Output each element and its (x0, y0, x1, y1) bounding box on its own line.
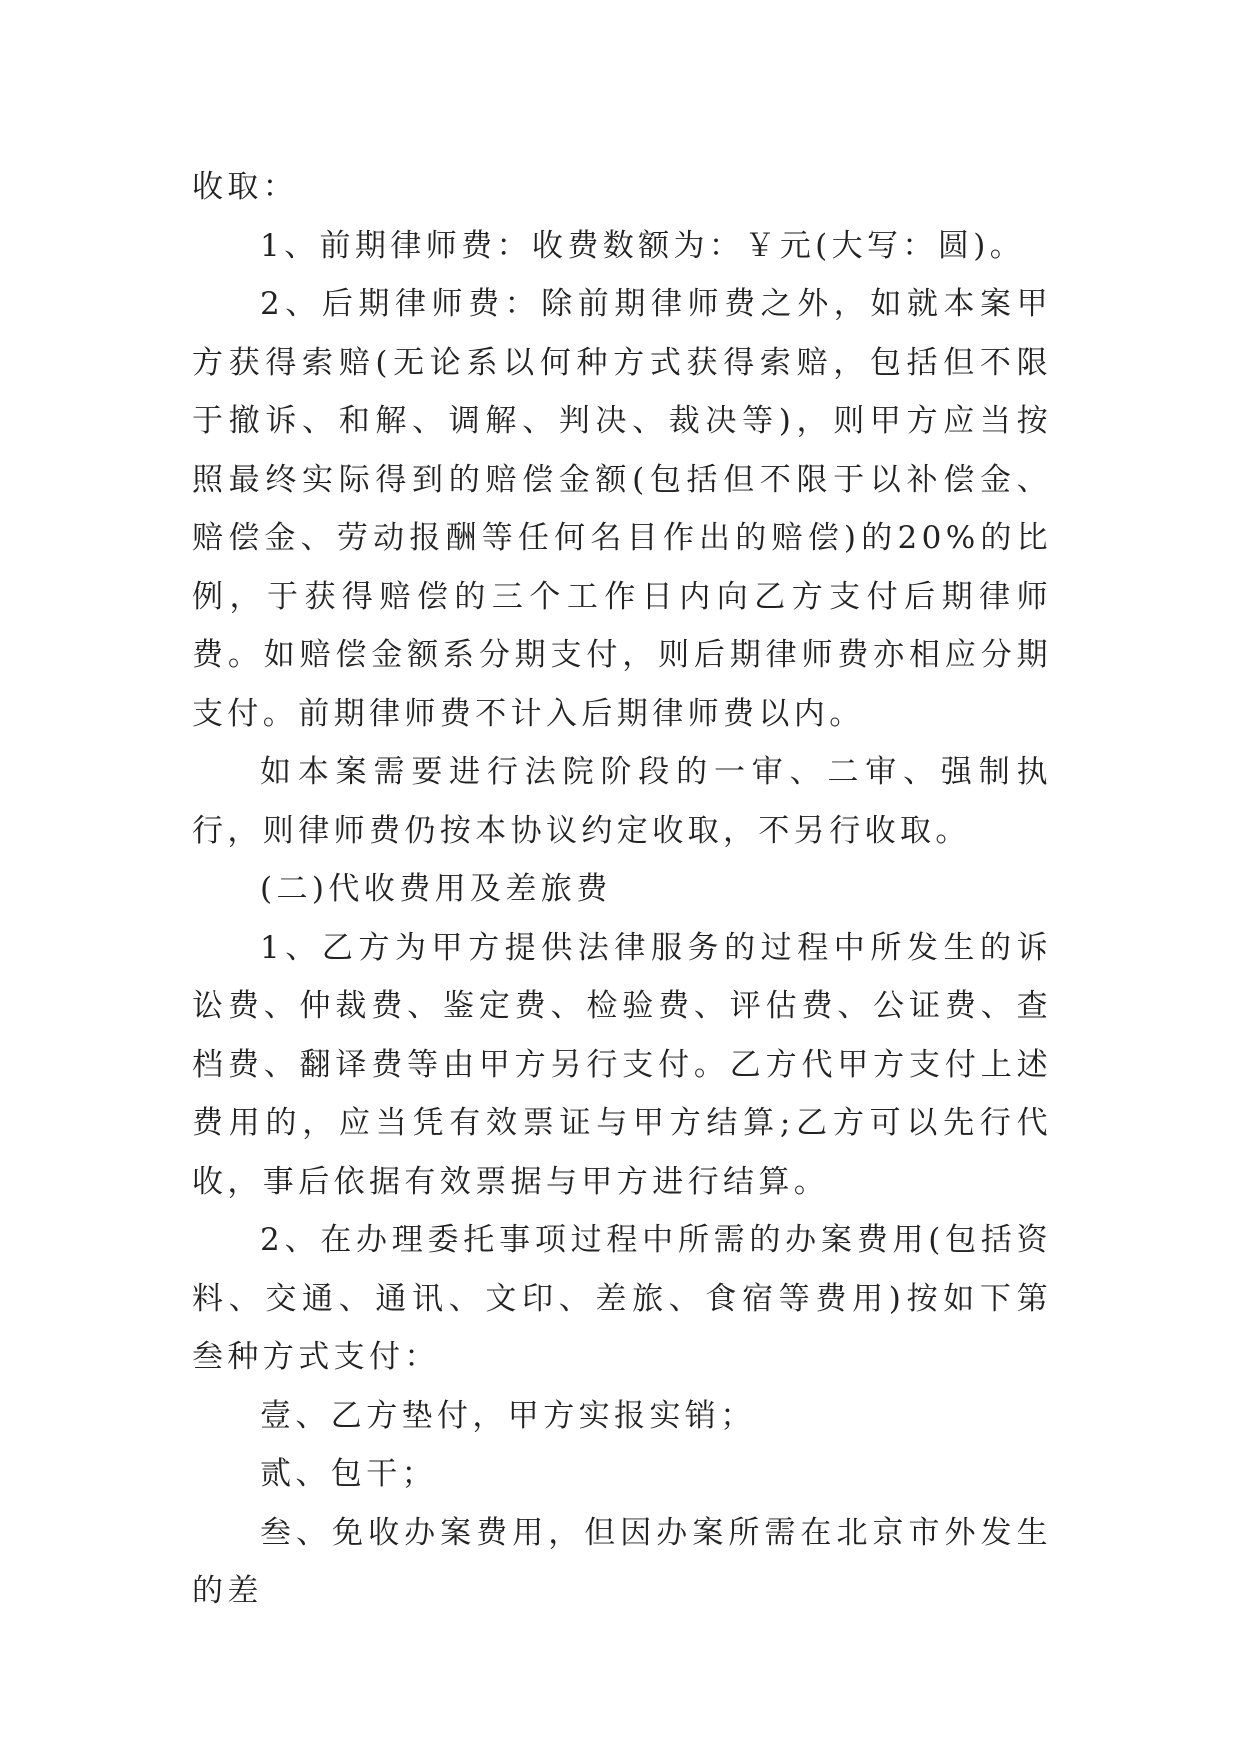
paragraph-collect-intro: 收取： (192, 169, 299, 205)
option-three: 叁、免收办案费用，但因办案所需在北京市外发生的差 (192, 1514, 1052, 1609)
paragraph-initial-fee: 1、前期律师费：收费数额为：￥元(大写：圆)。 (260, 227, 1026, 264)
paragraph-case-expenses: 2、在办理委托事项过程中所需的办案费用(包括资料、交通、通讯、文印、差旅、食宿等费用)按如下第叁种方式支付： (192, 1222, 1052, 1375)
document-page (192, 158, 1052, 1621)
section-heading-collected-fees: (二)代收费用及差旅费 (260, 871, 612, 907)
option-one: 壹、乙方垫付，甲方实报实销； (260, 1397, 756, 1434)
paragraph-court-stages: 如本案需要进行法院阶段的一审、二审、强制执行，则律师费仍按本协议约定收取，不另行收取。 (192, 754, 1052, 849)
paragraph-later-fee: 2、后期律师费：除前期律师费之外，如就本案甲方获得索赔(无论系以何种方式获得索赔，包括但不限于撤诉、和解、调解、判决、裁决等)，则甲方应当按照最终实际得到的赔偿金额(包括但不限于以补偿金、赔偿金、劳动报酬等任何名目作出的赔偿)的20%的比例，于获得赔偿的三个工作日内向乙方支付后期律师费。如赔偿金额系分期支付，则后期律师费亦相应分期支付。前期律师费不计入后期律师费以内。 (192, 286, 1052, 732)
option-two: 贰、包干； (260, 1456, 437, 1492)
paragraph-litigation-costs: 1、乙方为甲方提供法律服务的过程中所发生的诉讼费、仲裁费、鉴定费、检验费、评估费、公证费、查档费、翻译费等由甲方另行支付。乙方代甲方支付上述费用的，应当凭有效票证与甲方结算;乙方可以先行代收，事后依据有效票据与甲方进行结算。 (192, 929, 1052, 1200)
